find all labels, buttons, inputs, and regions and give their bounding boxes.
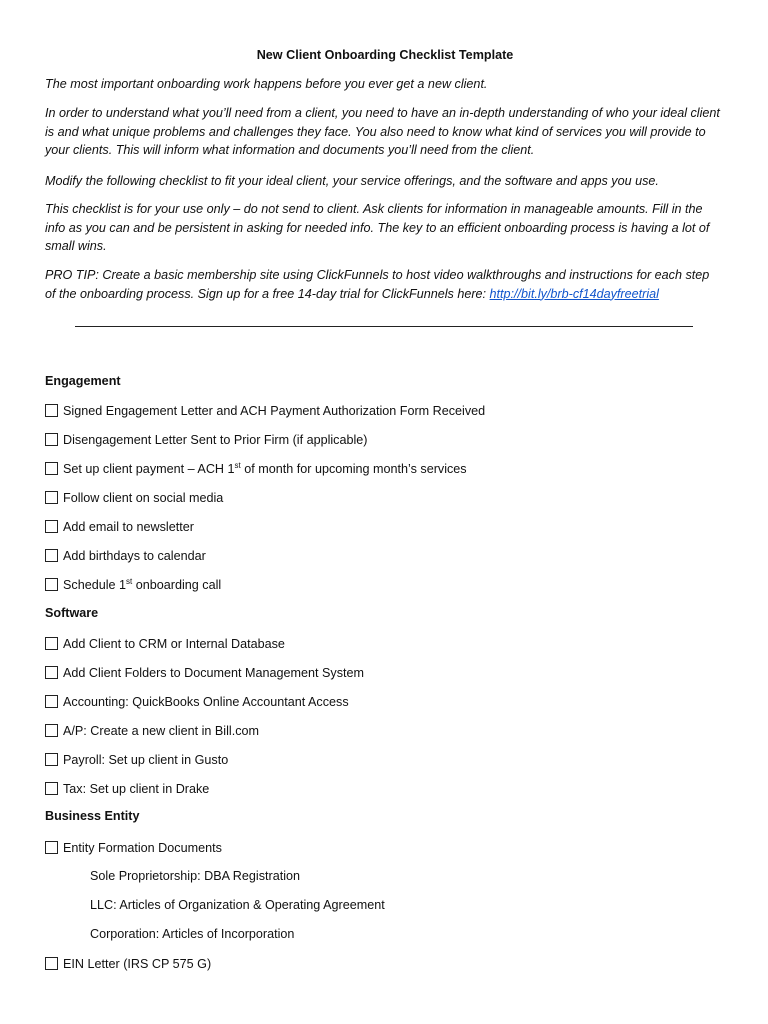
checklist-item[interactable] [45,839,222,856]
sub-list-item: LLC: Articles of Organization & Operating Agreement [90,898,385,912]
checkbox[interactable] [45,637,58,650]
intro-paragraph-3: Modify the following checklist to fit your ideal client, your service offerings, and the software and apps you use. [45,174,659,188]
checkbox[interactable] [45,782,58,795]
checkbox[interactable] [45,462,58,475]
checklist-item-label: Add Client Folders to Document Management System [63,665,364,680]
checkbox[interactable] [45,578,58,591]
checkbox[interactable] [45,491,58,504]
checkbox[interactable] [45,549,58,562]
checklist-item-label: Tax: Set up client in Drake [63,781,210,796]
checklist-item-label: Follow client on social media [63,490,224,505]
checklist-item[interactable] [45,431,367,448]
checklist-item[interactable] [45,664,364,681]
clickfunnels-trial-link[interactable]: http://bit.ly/brb-cf14dayfreetrial [489,286,659,301]
checklist-item-label: Add Client to CRM or Internal Database [63,636,285,651]
intro-paragraph-1: The most important onboarding work happens before you ever get a new client. [45,77,488,91]
checklist-item-label: Disengagement Letter Sent to Prior Firm (if applicable) [63,432,368,447]
checklist-item[interactable] [45,547,206,564]
checklist-item[interactable] [45,576,221,593]
checkbox[interactable] [45,404,58,417]
checklist-item[interactable] [45,518,194,535]
checklist-item[interactable] [45,489,223,506]
checkbox[interactable] [45,520,58,533]
section-heading-software: Software [45,606,99,620]
pro-tip-text: PRO TIP: Create a basic membership site using ClickFunnels to host video walkthroughs and instructions for each step of the onboarding process. Sign up for a free 14-day trial for ClickFunnels here: [45,268,710,301]
checklist-item[interactable] [45,460,467,477]
checklist-item-label: A/P: Create a new client in Bill.com [63,723,259,738]
sub-list-item: Corporation: Articles of Incorporation [90,927,295,941]
checklist-item-label: Add email to newsletter [63,519,194,534]
checklist-item[interactable] [45,693,349,710]
intro-paragraph-2: In order to understand what you’ll need from a client, you need to have an in-depth understanding of who your ideal client is and what unique problems and challenges they face. You also need to know what kind of services you will provide to your clients. This will inform what information and documents you’ll need from the client. [45,106,720,158]
checkbox[interactable] [45,753,58,766]
pro-tip-paragraph [45,266,720,303]
section-heading-business-entity: Business Entity [45,809,140,823]
checklist-item[interactable] [45,751,228,768]
checklist-item[interactable] [45,722,259,739]
checklist-item-label: Schedule 1st onboarding call [63,576,222,593]
checklist-item[interactable] [45,780,209,797]
checklist-item-label: Accounting: QuickBooks Online Accountant Access [63,694,349,709]
checklist-item[interactable] [45,635,285,652]
intro-paragraph-4: This checklist is for your use only – do not send to client. Ask clients for information in manageable amounts. Fill in the info as you can and be persistent in asking for needed info. The key to an efficient onboarding process is having a lot of small wins. [45,202,710,254]
sub-list-item: Sole Proprietorship: DBA Registration [90,869,300,883]
section-heading-engagement: Engagement [45,374,121,388]
page-title: New Client Onboarding Checklist Template [256,48,514,62]
checklist-item-label: Signed Engagement Letter and ACH Payment Authorization Form Received [63,403,486,418]
checklist-item-label: EIN Letter (IRS CP 575 G) [63,956,212,971]
checklist-item-label: Payroll: Set up client in Gusto [63,752,229,767]
checkbox[interactable] [45,666,58,679]
checklist-item-label: Entity Formation Documents [63,840,222,855]
checklist-item[interactable] [45,402,485,419]
checklist-item[interactable] [45,955,211,972]
checkbox[interactable] [45,433,58,446]
checkbox[interactable] [45,957,58,970]
horizontal-divider [75,326,693,327]
checkbox[interactable] [45,695,58,708]
checkbox[interactable] [45,724,58,737]
checklist-item-label: Add birthdays to calendar [63,548,206,563]
checklist-item-label: Set up client payment – ACH 1st of month for upcoming month’s services [63,460,467,477]
checkbox[interactable] [45,841,58,854]
